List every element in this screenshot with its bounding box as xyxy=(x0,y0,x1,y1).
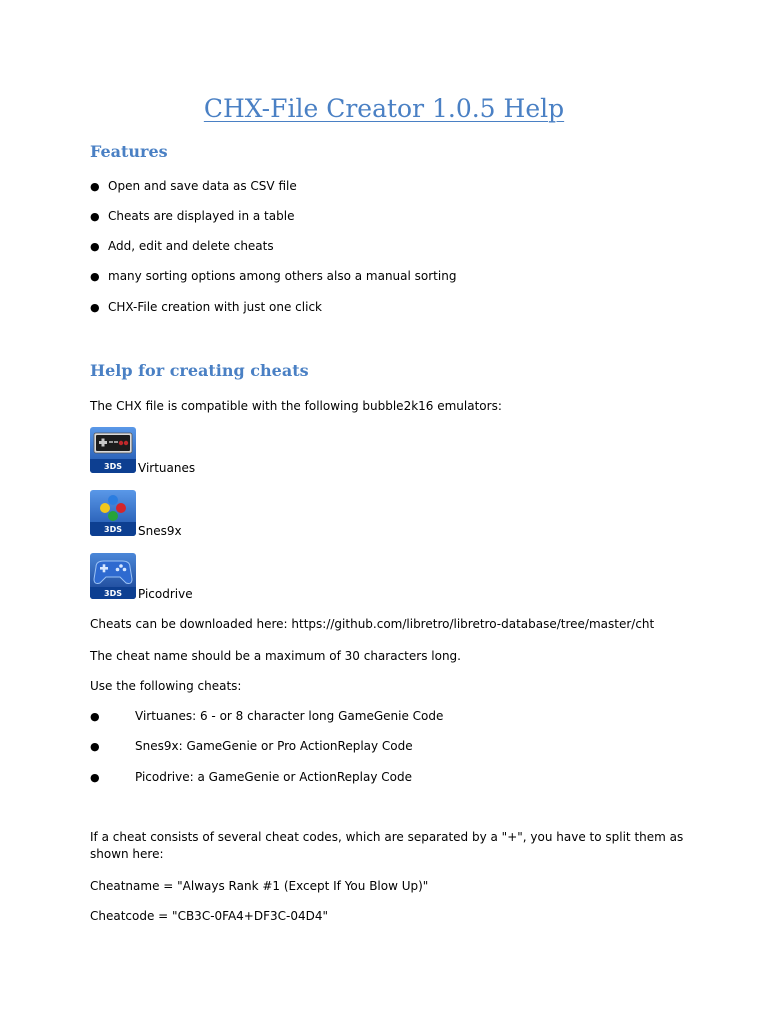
use-following-label: Use the following cheats: xyxy=(90,679,242,693)
max-length-note: The cheat name should be a maximum of 30 characters long. xyxy=(90,649,461,663)
help-heading: Help for creating cheats xyxy=(90,361,309,380)
page-title: CHX-File Creator 1.0.5 Help xyxy=(203,94,565,123)
compatibility-intro: The CHX file is compatible with the following bubble2k16 emulators: xyxy=(90,399,502,413)
bullet-dot: ● xyxy=(90,301,100,314)
bullet-dot: ● xyxy=(90,710,100,723)
bullet-dot: ● xyxy=(90,270,100,283)
list-item: Virtuanes: 6 - or 8 character long GameGenie Code xyxy=(135,709,444,723)
bullet-dot: ● xyxy=(90,180,100,193)
cheatcode-example: Cheatcode = "CB3C-0FA4+DF3C-04D4" xyxy=(90,909,329,923)
emulator-name-virtuanes: Virtuanes xyxy=(138,461,196,475)
nes-controller-icon xyxy=(90,427,136,473)
list-item: many sorting options among others also a manual sorting xyxy=(108,269,457,283)
emulator-name-picodrive: Picodrive xyxy=(138,587,193,601)
list-item: Snes9x: GameGenie or Pro ActionReplay Code xyxy=(135,739,413,753)
bullet-dot: ● xyxy=(90,740,100,753)
bullet-dot: ● xyxy=(90,210,100,223)
cheatname-example: Cheatname = "Always Rank #1 (Except If You Blow Up)" xyxy=(90,879,429,893)
bullet-dot: ● xyxy=(90,240,100,253)
list-item: Open and save data as CSV file xyxy=(108,179,297,193)
list-item: Add, edit and delete cheats xyxy=(108,239,274,253)
svg-text:3DS: 3DS xyxy=(104,589,122,598)
emulator-name-snes9x: Snes9x xyxy=(138,524,182,538)
svg-text:3DS: 3DS xyxy=(104,525,122,534)
gamepad-icon xyxy=(90,553,136,599)
split-note: If a cheat consists of several cheat codes, which are separated by a "+", you have to split them as shown here: xyxy=(90,830,684,861)
list-item: Picodrive: a GameGenie or ActionReplay Code xyxy=(135,770,412,784)
list-item: CHX-File creation with just one click xyxy=(108,300,322,314)
features-heading: Features xyxy=(90,142,168,161)
download-info: Cheats can be downloaded here: https://github.com/libretro/libretro-database/tree/master/cht xyxy=(90,617,655,631)
svg-text:3DS: 3DS xyxy=(104,462,122,471)
list-item: Cheats are displayed in a table xyxy=(108,209,295,223)
bullet-dot: ● xyxy=(90,771,100,784)
snes-buttons-icon xyxy=(90,490,136,536)
